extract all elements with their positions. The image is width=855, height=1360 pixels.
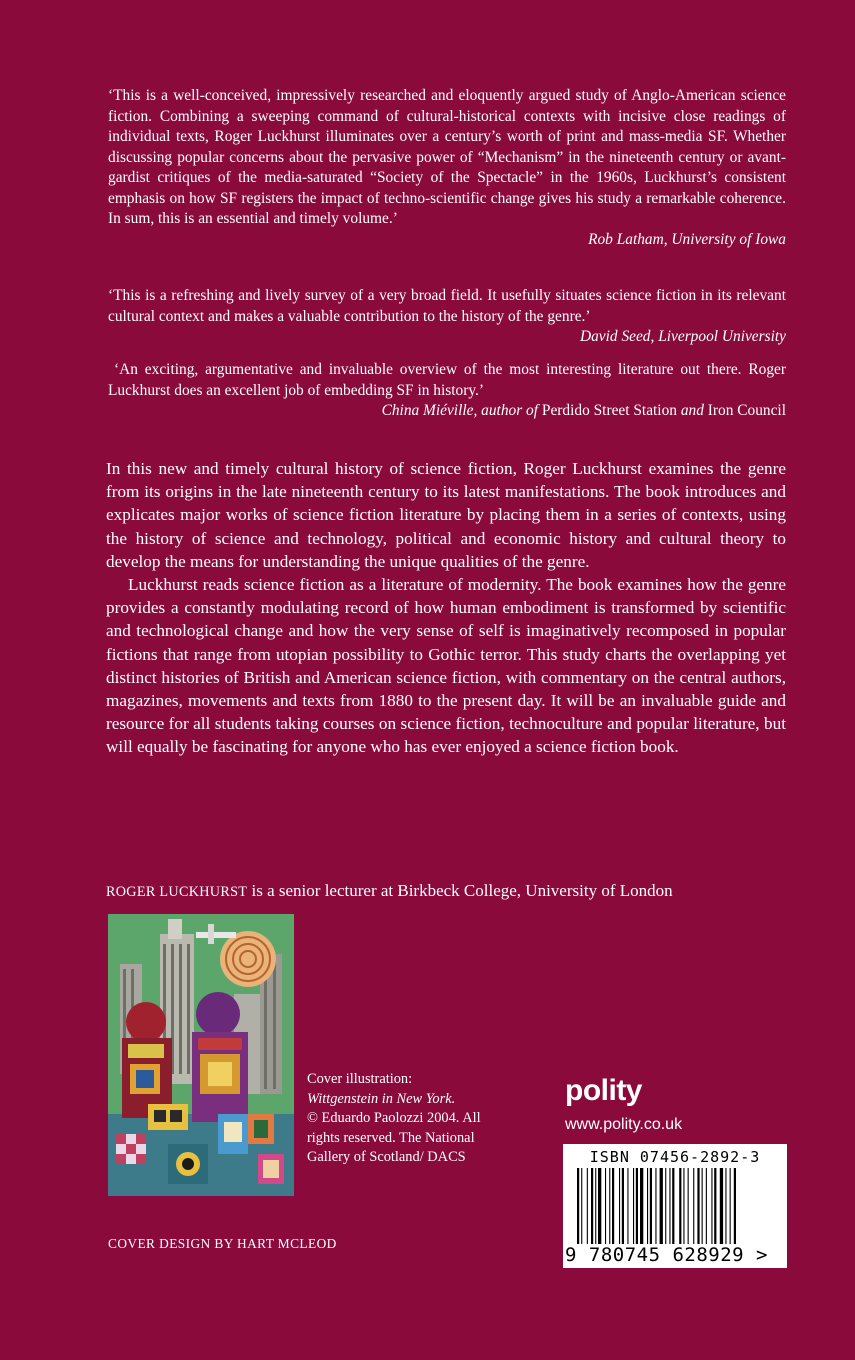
publisher-url: www.polity.co.uk: [565, 1116, 683, 1133]
author-name: ROGER LUCKHURST: [106, 884, 248, 900]
isbn-label: ISBN 07456-2892-3: [589, 1148, 761, 1166]
caption-label: Cover illustration:: [307, 1071, 413, 1087]
author-bio-text: is a senior lecturer at Birkbeck College, University of London: [247, 881, 673, 900]
design-credit: COVER DESIGN BY HART MCLEOD: [108, 1236, 337, 1251]
description-paragraph-1: In this new and timely cultural history of science fiction, Roger Luckhurst examines the genre from its origins in the late nineteenth century to its latest manifestations. The book introduces and explicates major works of science fiction literature by placing them in a series of contexts, using the history of science and technology, political and economic history and cultural theory to develop the means for understanding the unique qualities of the genre.: [106, 459, 786, 571]
description-paragraph-2: Luckhurst reads science fiction as a literature of modernity. The book examines how the genre provides a constantly modulating record of how human embodiment is transformed by scientific and technological change and how the very sense of self is imaginatively recomposed in popular fictions that range from utopian possibility to Gothic terror. This study charts the overlapping yet distinct histories of British and American science fiction, with commentary on the central authors, magazines, movements and texts from 1880 to the present day. It will be an invaluable guide and resource for all students taking courses on science fiction, technoculture and popular literature, but will equally be fascinating for anyone who has ever enjoyed a science fiction book.: [106, 575, 786, 757]
attribution-name: China Miéville, author of: [381, 402, 542, 419]
cover-illustration: [108, 914, 294, 1196]
cover-illustration-art: [108, 914, 294, 1196]
review-quote-mieville: [108, 360, 786, 422]
isbn-barcode: [563, 1144, 787, 1268]
quote-text: ‘This is a refreshing and lively survey of a very broad field. It usefully situates science fiction in its relevant cultural context and makes a valuable contribution to the history of the genre.’: [108, 287, 786, 325]
book-description: [106, 457, 786, 759]
author-bio: [106, 880, 806, 903]
quote-attribution: David Seed, Liverpool University: [579, 328, 786, 345]
quote-attribution: [108, 401, 786, 422]
attribution-title-1: Perdido Street Station: [541, 402, 677, 419]
publisher-logo: polity: [565, 1074, 642, 1107]
caption-work-title: Wittgenstein in New York.: [307, 1090, 456, 1107]
cover-caption: [307, 1070, 487, 1168]
attribution-title-2: Iron Council: [707, 402, 786, 419]
caption-credit: © Eduardo Paolozzi 2004. All rights reserved. The National Gallery of Scotland/ DACS: [307, 1110, 481, 1166]
review-quote-latham: [108, 86, 786, 250]
attribution-and: and: [676, 402, 708, 419]
quote-attribution: Rob Latham, University of Iowa: [588, 230, 786, 248]
review-quote-seed: [108, 286, 786, 348]
quote-text: ‘This is a well-conceived, impressively researched and eloquently argued study of Anglo-American science fiction. Combining a sweeping command of cultural-historical contexts with incisive close readings of individual texts, Roger Luckhurst illuminates over a century’s worth of print and mass-media SF. Whether discussing popular concerns about the pervasive power of “Mechanism” in the nineteenth century or avant-gardist critiques of the media-saturated “Society of the Spectacle” in the 1960s, Luckhurst’s consistent emphasis on how SF registers the impact of techno-scientific change gives his study a remarkable coherence. In sum, this is an essential and timely volume.’: [108, 87, 786, 227]
barcode-bars: [577, 1168, 773, 1244]
ean-number: 9 780745 628929 >: [565, 1244, 768, 1266]
quote-text: ‘An exciting, argumentative and invaluable overview of the most interesting literature out there. Roger Luckhurst does an excellent job of embedding SF in history.’: [108, 361, 786, 399]
